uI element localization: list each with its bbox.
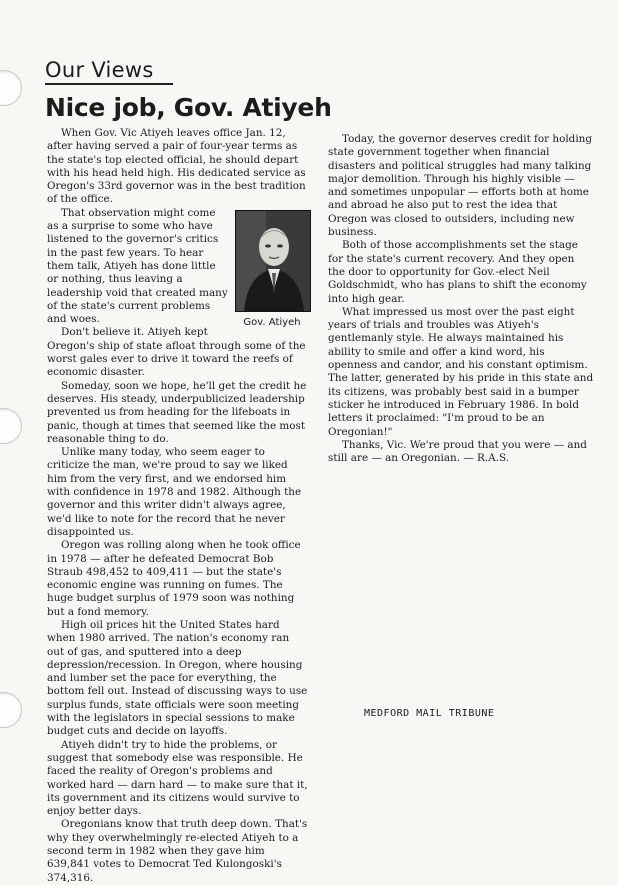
binder-hole-middle — [0, 408, 22, 444]
paragraph: Don't believe it. Atiyeh kept Oregon's ship of state afloat through some of the worst gales ever to drive it toward the reefs of economic disaster. — [47, 326, 306, 379]
article-column-right — [328, 133, 594, 465]
paragraph: Both of those accomplishments set the stage for the state's current recovery. And they open the door to opportunity for Gov.-elect Neil Goldschmidt, who has plans to shift the economy into high gear. — [328, 239, 587, 305]
binder-hole-top — [0, 70, 22, 106]
paragraph: Unlike many today, who seem eager to criticize the man, we're proud to say we liked him from the very first, and we endorsed him with confidence in 1978 and 1982. Although the governor and this writer didn't always agree, we'd like to note for the record that he never disappointed us. — [47, 446, 302, 538]
paragraph: What impressed us most over the past eight years of trials and troubles was Atiyeh's gentlemanly style. He always maintained his ability to smile and offer a kind word, his openness and candor, and his constant optimism. The latter, generated by his pride in this state and its citizens, was probably best said in a bumper sticker he introduced in February 1986. In bold letters it proclaimed: "I'm proud to be an Oregonian!" — [328, 305, 594, 438]
paragraph: Someday, soon we hope, he'll get the credit he deserves. His steady, underpublicized leadership prevented us from heading for the lifeboats in panic, though at times that seemed like the most reasonable thing to do. — [47, 379, 307, 445]
portrait-photo — [235, 210, 311, 312]
section-kicker: Our Views — [45, 58, 173, 85]
paragraph: Today, the governor deserves credit for holding state government together when financial disasters and political struggles had many talking major demolition. Through his highly visible — and sometimes unpopular — efforts both at home and abroad he also put to rest the idea that Oregon was closed to outsiders, including new business. — [328, 133, 593, 239]
headline: Nice job, Gov. Atiyeh — [45, 93, 332, 122]
paragraph: Oregonians know that truth deep down. That's why they overwhelmingly re-elected Atiyeh to a second term in 1982 when they gave him 639,841 votes to Democrat Ted Kulongoski's 374,316. — [47, 818, 308, 884]
paragraph: High oil prices hit the United States hard when 1980 arrived. The nation's economy ran out of gas, and sputtered into a deep depression/recession. In Oregon, where housing and lumber set the pace for everything, the bottom fell out. Instead of discussing ways to use surplus funds, state officials were soon meeting with the legislators in special sessions to make budget cuts and decide on layoffs. — [47, 618, 308, 738]
article-column-left — [47, 127, 309, 885]
paragraph: Atiyeh didn't try to hide the problems, or suggest that somebody else was responsible. He faced the reality of Oregon's problems and worked hard — darn hard — to make sure that it, its government and its citizens would survive to enjoy better days. — [47, 738, 308, 818]
paragraph: When Gov. Vic Atiyeh leaves office Jan. 12, after having served a pair of four-year terms as the state's top elected official, he should depart with his head held high. His dedicated service as Oregon's 33rd governor was in the best tradition of the office. — [47, 127, 306, 206]
photo-caption: Gov. Atiyeh — [243, 316, 301, 328]
paragraph: That observation might come as a surprise to some who have listened to the governor's critics in the past few years. To hear them talk, Atiyeh has done little or nothing, thus leaving a leadership void that created many of the state's current problems and woes. — [47, 206, 228, 326]
photo-figure — [235, 210, 309, 329]
paragraph: Thanks, Vic. We're proud that you were — and still are — an Oregonian. — R.A.S. — [328, 438, 587, 465]
binder-hole-bottom — [0, 692, 22, 728]
paragraph: Oregon was rolling along when he took office in 1978 — after he defeated Democrat Bob Straub 498,452 to 409,411 — but the state's economic engine was running on fumes. The huge budget surplus of 1979 soon was nothing but a fond memory. — [47, 539, 301, 618]
source-credit: MEDFORD MAIL TRIBUNE — [364, 708, 495, 719]
